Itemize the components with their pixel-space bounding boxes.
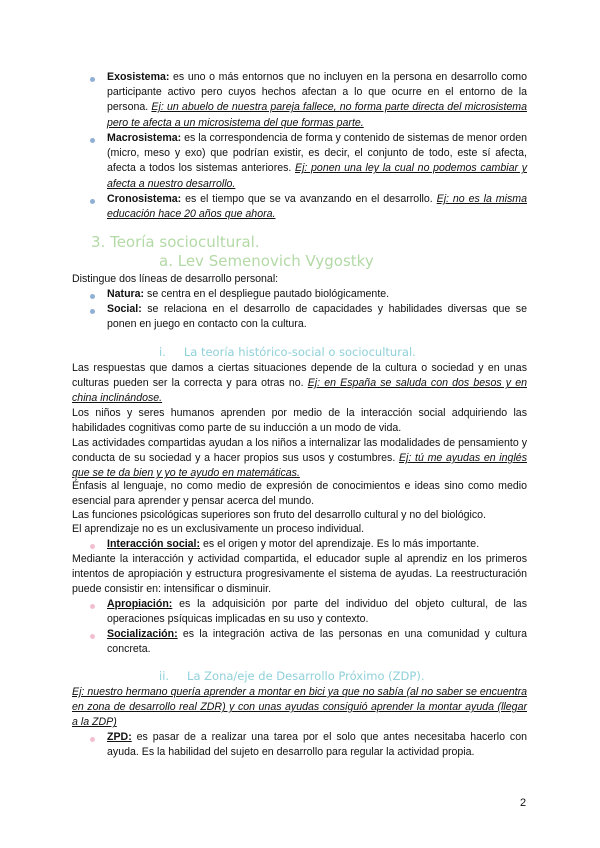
- definition: es uno o más entornos que no incluyen en la persona en desarrollo como participante activo pero cuyos hechos afectan a lo que ocurre en el entorno de la persona.: [107, 71, 527, 114]
- term: Macrosistema:: [107, 132, 182, 144]
- bullet: [90, 199, 95, 204]
- example: Ej: no es la misma educación hace 20 años que ahora.: [107, 193, 527, 221]
- bullet: [90, 77, 95, 82]
- subheading-ii: [159, 669, 424, 683]
- bullet: [90, 138, 95, 143]
- number: i.: [159, 345, 166, 359]
- natura-item: [107, 287, 527, 302]
- zdp-example: Ej: nuestro hermano quería aprender a montar en bici ya que no sabía (al no saber se encuentra en zona de desarrollo real ZDR) y con unas ayudas consiguió aprender la montar ayuda (llegar a la ZDP): [72, 686, 527, 729]
- example: Ej: tú me ayudas en inglés que se te da bien y yo te ayudo en matemáticas.: [72, 452, 527, 480]
- macrosistema-item: [107, 131, 527, 192]
- example: Ej: en España se saluda con dos besos y en china inclinándose.: [72, 377, 527, 405]
- social-item: [107, 302, 527, 332]
- socializacion-item: [107, 627, 527, 657]
- interaccion-item: [107, 537, 527, 552]
- definition: se relaciona en el desarrollo de capacidades y habilidades diversas que se ponen en juego en contacto con la cultura.: [107, 303, 527, 331]
- subsection-heading: a. Lev Semenovich Vygostky: [159, 252, 374, 270]
- page-number: 2: [520, 797, 527, 809]
- bullet: [90, 634, 95, 639]
- example: Ej: un abuelo de nuestra pareja fallece, no forma parte directa del microsistema pero te afecta a un microsistema del que formas parte.: [107, 101, 528, 129]
- definition: es la adquisición por parte del individuo del objeto cultural, de las operaciones psíquicas implicadas en su uso y contexto.: [107, 598, 527, 626]
- paragraph: El aprendizaje no es un exclusivamente un proceso individual.: [72, 523, 365, 535]
- cronosistema-item: [107, 192, 527, 222]
- exosistema-item: [107, 70, 527, 131]
- paragraph: [72, 436, 527, 482]
- paragraph: Los niños y seres humanos aprenden por medio de la interacción social adquiriendo las habilidades cognitivas como parte de su inducción a un modo de vida.: [72, 407, 527, 435]
- definition: es la integración activa de las personas en una comunidad y cultura concreta.: [107, 628, 527, 656]
- term: Cronosistema:: [107, 193, 182, 205]
- term: Exosistema:: [107, 71, 170, 83]
- term: Natura:: [107, 288, 145, 300]
- text: Las actividades compartidas ayudan a los niños a internalizar las modalidades de pensamiento y conducta de su sociedad y a hacer propios sus usos y costumbres.: [72, 437, 527, 465]
- zpd-item: [107, 730, 527, 760]
- term: ZPD:: [107, 731, 132, 743]
- bullet: [90, 604, 95, 609]
- apropiacion-item: [107, 597, 527, 627]
- text: Las respuestas que damos a ciertas situaciones depende de la cultura o sociedad y en unas culturas pueden ser la correcta y para otras no.: [72, 362, 527, 390]
- example: Ej: ponen una ley la cual no podemos cambiar y afecta a nuestro desarrollo.: [107, 162, 528, 190]
- title: La teoría histórico-social o sociocultural.: [183, 345, 416, 359]
- term: Social:: [107, 303, 142, 315]
- term: Socialización:: [107, 628, 178, 640]
- bullet: [90, 737, 95, 742]
- definition: se centra en el despliegue pautado biológicamente.: [144, 288, 390, 300]
- term: Interacción social:: [107, 538, 201, 550]
- definition: es pasar de a realizar una tarea por el solo que antes necesitaba hacerlo con ayuda. Es la habilidad del sujeto en desarrollo para regular la actividad propia.: [107, 731, 527, 759]
- definition: es la correspondencia de forma y contenido de sistemas de menor orden (micro, meso y exo) que podrían existir, es decir, el conjunto de todo, este sí afecta, afecta a todos los sistemas anteriores.: [107, 132, 527, 175]
- paragraph: Mediante la interacción y actividad compartida, el educador suple al aprendiz en los primeros intentos de apropiación y estructura progresivamente el sistema de ayudas. La reestructuración puede consistir en: intensificar o disminuir.: [72, 553, 527, 596]
- bullet: [90, 544, 95, 549]
- bullet: [90, 294, 95, 299]
- definition: es el tiempo que se va avanzando en el desarrollo.: [181, 193, 437, 205]
- section-heading: 3. Teoría sociocultural.: [91, 233, 260, 251]
- title: La Zona/eje de Desarrollo Próximo (ZDP).: [187, 669, 425, 683]
- paragraph: Énfasis al lenguaje, no como medio de expresión de conocimientos e ideas sino como medio esencial para aprender y pensar acerca del mundo.: [72, 480, 527, 508]
- paragraph: [72, 361, 527, 407]
- subheading-i: [159, 345, 416, 359]
- intro-text: Distingue dos líneas de desarrollo personal:: [72, 273, 279, 285]
- number: ii.: [159, 669, 170, 683]
- paragraph: Las funciones psicológicas superiores son fruto del desarrollo cultural y no del biológico.: [72, 509, 486, 521]
- term: Apropiación:: [107, 598, 173, 610]
- bullet: [90, 309, 95, 314]
- definition: es el origen y motor del aprendizaje. Es lo más importante.: [200, 538, 480, 550]
